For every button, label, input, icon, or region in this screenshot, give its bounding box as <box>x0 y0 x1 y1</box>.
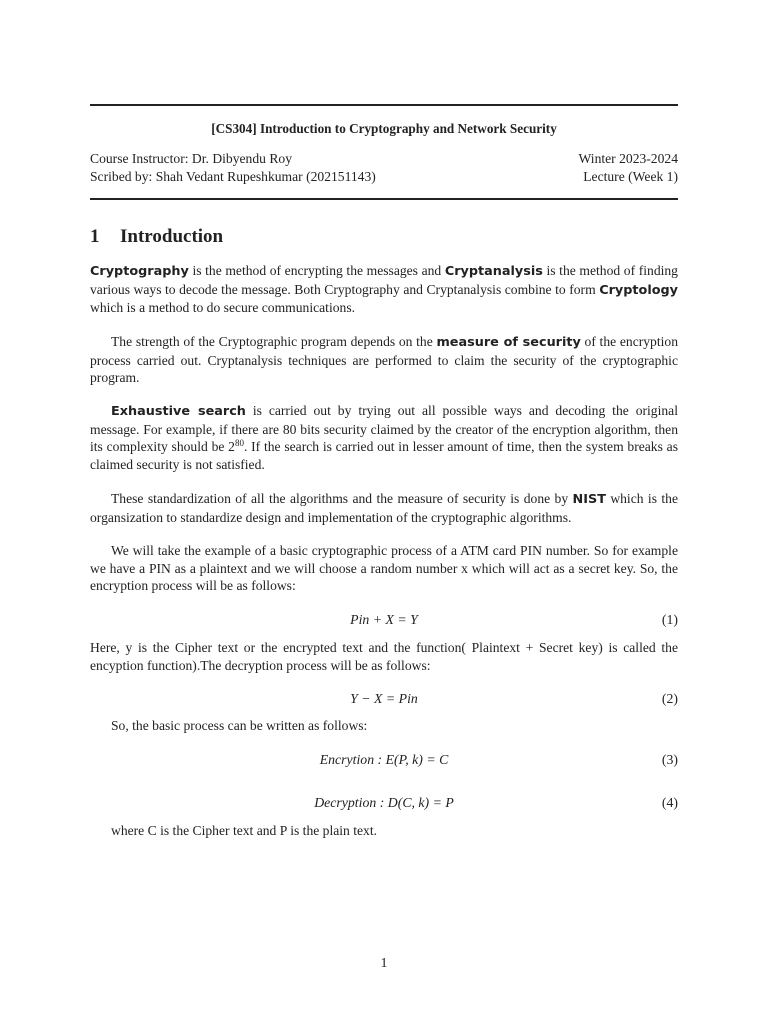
page-number: 1 <box>380 956 388 971</box>
paragraph-4 <box>90 490 678 526</box>
text: is carried out by trying out all possible ways and decoding the original message. For example, if there are 80 bits security claimed by the creator of the encryption algorithm, then its complexity should be 2 <box>90 403 678 455</box>
paragraph-7: So, the basic process can be written as follows: <box>111 718 368 733</box>
exponent: 80 <box>234 438 244 449</box>
equation-expression: Decryption : D(C, k) = P <box>314 795 454 810</box>
paragraph-6: Here, y is the Cipher text or the encrypted text and the function( Plaintext + Secret key) is called the encyption function).The decryption process will be as follows: <box>90 640 678 673</box>
text: These standardization of all the algorithms and the measure of security is done by <box>111 491 573 506</box>
header-top-rule <box>90 104 678 106</box>
equation-2 <box>90 691 678 709</box>
term-nist: NIST <box>572 492 606 507</box>
equation-3 <box>90 752 678 770</box>
term-cryptanalysis: Cryptanalysis <box>444 264 543 279</box>
equation-expression: Y − X = Pin <box>350 691 418 706</box>
equation-number: (1) <box>661 612 678 627</box>
equation-expression: Pin + X = Y <box>350 612 418 627</box>
equation-expression: Encrytion : E(P, k) = C <box>319 752 449 767</box>
text: The strength of the Cryptographic program depends on the <box>111 334 437 349</box>
text: which is the organsization to standardize design and implementation of the cryptographic algorithms. <box>90 491 678 525</box>
header-bottom-rule <box>90 198 678 200</box>
paragraph-5: We will take the example of a basic cryptographic process of a ATM card PIN number. So for example we have a PIN as a plaintext and we will choose a random number x which will act as a secret key. So, the encryption process will be as follows: <box>90 543 678 594</box>
lecture: Lecture (Week 1) <box>583 169 678 184</box>
term-measure-of-security: measure of security <box>436 335 581 350</box>
text: . If the search is carried out in lesser amount of time, then the system breaks as claimed security is not satisfied. <box>90 439 678 473</box>
header-row-1 <box>90 150 678 168</box>
paragraph-8: where C is the Cipher text and P is the plain text. <box>111 823 378 838</box>
term-cryptography: Cryptography <box>90 264 189 279</box>
section-heading <box>90 226 223 248</box>
course-code: [CS304] <box>211 121 257 136</box>
equation-number: (2) <box>661 691 678 706</box>
equation-number: (4) <box>661 795 678 810</box>
section-number: 1 <box>90 226 100 247</box>
course-title <box>90 121 678 137</box>
header-row-2 <box>90 168 678 186</box>
document-page <box>90 0 678 1024</box>
paragraph-1 <box>90 262 678 317</box>
term-cryptology: Cryptology <box>599 282 678 298</box>
term-exhaustive-search: Exhaustive search <box>111 404 246 419</box>
term: Winter 2023-2024 <box>578 151 678 166</box>
scribe: Scribed by: Shah Vedant Rupeshkumar (202151143) <box>90 169 376 184</box>
paragraph-2 <box>90 333 678 387</box>
section-title: Introduction <box>120 226 224 247</box>
paragraph-3 <box>90 402 678 474</box>
text: is the method of encrypting the messages and <box>188 263 445 278</box>
equation-number: (3) <box>661 752 678 767</box>
equation-1 <box>90 612 678 630</box>
equation-4 <box>90 795 678 813</box>
text: which is a method to do secure communications. <box>90 300 356 316</box>
course-name: Introduction to Cryptography and Network Security <box>259 121 557 136</box>
text: of the encryption process carried out. Cryptanalysis techniques are performed to claim the security of the cryptographic program. <box>90 334 678 386</box>
instructor: Course Instructor: Dr. Dibyendu Roy <box>90 151 292 166</box>
text: is the method of finding various ways to decode the message. Both Cryptography and Cryptanalysis combine to form <box>90 263 678 297</box>
